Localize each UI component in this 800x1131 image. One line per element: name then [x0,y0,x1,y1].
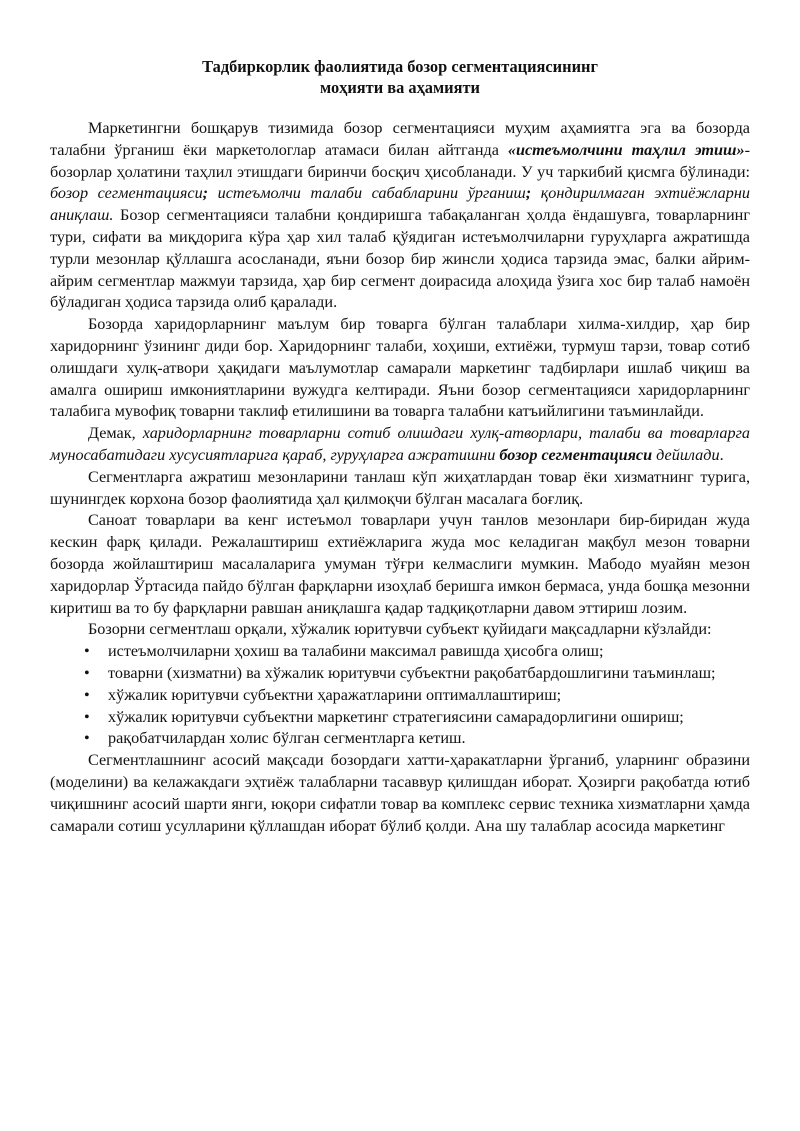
p1-term-consumer-analysis: «истеъмолчини таҳлил этиш» [507,140,745,159]
list-item-text: хўжалик юритувчи субъектни маркетинг стратегиясини самарадорлигини ошириш; [108,707,684,726]
p1-sep-1: ; [202,184,209,203]
list-item-text: хўжалик юритувчи субъектни ҳаражатларини оптималлаштириш; [108,685,562,704]
document-title [50,56,750,98]
bullet-icon: • [84,729,90,748]
goals-list [50,641,750,750]
p1-sep-2: ; [525,184,532,203]
list-item [84,707,750,729]
paragraph-5: Саноат товарлари ва кенг истеъмол товарлари учун танлов мезонлари бир-биридан жуда кескин фарқ қилади. Режалаштириш ехтиёжларига жуда мос келадиган мақбул мезон товарни бозорда жойлаштириш масалаларига умуман тўғри келмаслиги мумкин. Мабодо муайян мезон харидорлар Ўртасида пайдо бўлган фарқларни изоҳлаб беришга имкон бермаса, унда бошқа мезонни киритиш ва то бу фарқларни равшан аниқлашга қадар тадқиқотларни давом эттириш лозим. [50,511,750,617]
paragraph-2: Бозорда харидорларнинг маълум бир товарга бўлган талаблари хилма-хилдир, ҳар бир харидорнинг ўзининг диди бор. Харидорнинг талаби, хоҳиши, ехтиёжи, турмуш тарзи, товар сотиб олишдаги хулқ-атвори ҳақидаги маълумотлар самарали маркетинг тадбирлари ишлаб чиқиш ва амалга ошириш имкониятларини вужудга келтиради. Яъни бозор сегментацияси харидорларнинг талабига мувофиқ товарни таклиф етилишини ва товарга талабни катъийлигини таъминлайди. [50,315,750,421]
p1-text-i: Бозор сегментацияси талабни қондиришга табақаланган ҳолда ёндашувга, товарларнинг тури, сифати ва миқдорига кўра ҳар хил талаб қўядиган истеъмолчиларни гуруҳларга ажратишда турли мезонлар қўллашга асосланади, яъни бозор бир жинсли ҳодиса тарзида эмас, балки айрим-айрим сегментлар мажмуи тарзида, ҳар бир сегмент доирасида алоҳида ўзига хос бир талаб намоён бўладиган ҳодиса тарзида олиб қаралади. [50,206,750,312]
bullet-icon: • [84,663,90,682]
p3-definition: харидорларнинг товарларни сотиб олишдаги хулқ-атворлари, талаби ва товарларга муносабатидаги хусусиятларига қараб, гуруҳларга ажратишни [50,424,750,464]
list-item [84,663,750,685]
p3-period: . [719,445,724,464]
p1-text-c: - бозорлар ҳолатини таҳлил этишдаги биринчи босқич ҳисобланади. У уч таркибий қисмга бўлинади: [50,140,750,181]
list-item-text: истеъмолчиларни ҳохиш ва талабини максимал равишда ҳисобга олиш; [108,642,604,661]
title-line-2: моҳияти ва аҳамияти [320,78,480,97]
bullet-icon: • [84,707,90,726]
p3-term-segmentation: бозор сегментацияси [499,445,653,464]
paragraph-4: Сегментларга ажратиш мезонларини танлаш кўп жиҳатлардан товар ёки хизматнинг турига, шунингдек корхона бозор фаолиятида ҳал қилмоқчи бўлган масалага боғлиқ. [50,467,750,508]
list-item [84,728,750,750]
bullet-icon: • [84,685,90,704]
paragraph-3 [50,423,750,467]
bullet-icon: • [84,642,90,661]
paragraph-6: Бозорни сегментлаш орқали, хўжалик юритувчи субъект қуйидаги мақсадларни кўзлайди: [88,620,712,639]
p1-text-a: Маркетингни бошқарув тизимида бозор сегментацияси муҳим аҳамиятга эга ва бозорда талабни ўрганиш ёки маркетологлар атамаси билан айтганда [50,119,750,159]
p1-item-demand-reasons: истеъмолчи талаби сабабларини ўрганиш [208,184,526,203]
paragraph-7: Сегментлашнинг асосий мақсади бозордаги хатти-ҳаракатларни ўрганиб, уларнинг образини (моделини) ва келажакдаги эҳтиёж талабларни тасаввур қилишдан иборат. Ҳозирги рақобатда ютиб чиқишнинг асосий шарти янги, юқори сифатли товар ва комплекс сервис техника хизматларни ҳамда самарали сотиш усулларини қўллашдан иборат бўлиб қолди. Ана шу талаблар асосида маркетинг [50,751,750,835]
list-item-text: товарни (хизматни) ва хўжалик юритувчи субъектни рақобатбардошлигини таъминлаш; [108,663,716,682]
list-item [84,641,750,663]
paragraph-1 [50,118,750,314]
p1-item-segmentation: бозор сегментацияси [50,184,203,203]
p1-item-unmet-needs: қондирилмаган эхтиёжларни аниқлаш. [50,184,750,225]
p3-definition-end: дейилади [652,445,720,464]
list-item [84,685,750,707]
title-line-1: Тадбиркорлик фаолиятида бозор сегментациясининг [202,57,598,76]
p3-text-a: Демак, [88,424,143,443]
list-item-text: рақобатчилардан холис бўлган сегментларга кетиш. [108,729,466,748]
